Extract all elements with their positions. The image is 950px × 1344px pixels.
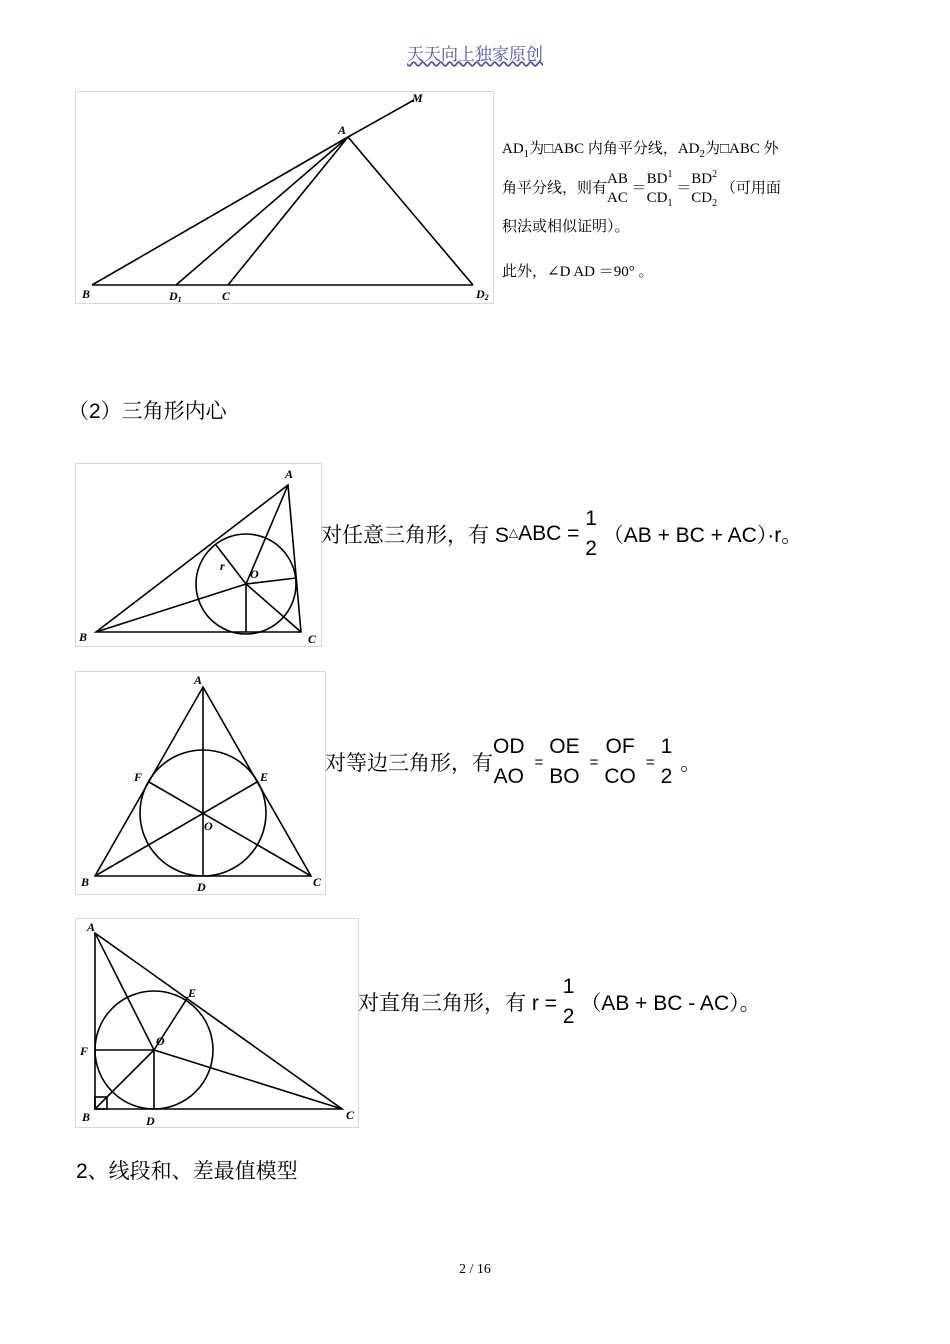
label-d1: D1 [169,289,182,303]
label-c: C [222,289,231,303]
right-triangle-diagram [76,919,358,1127]
label-e: E [260,770,269,784]
label-b: B [81,875,90,889]
page-header [0,40,950,65]
header-title: 天天向上独家原创 [407,45,543,64]
equilateral-diagram [76,672,325,894]
label-c: C [313,875,322,889]
section-heading-incenter: （2）三角形内心 [68,400,227,423]
ratio-ab-ac: AB AC [607,171,628,206]
incircle-area-formula: 对任意三角形，有 S△ABC = 1 2 （AB + BC + AC）·r。 [321,504,802,564]
label-o: O [250,567,259,581]
label-c: C [346,1108,355,1122]
label-d: D [146,1114,155,1127]
label-m: M [412,92,423,105]
label-f: F [134,770,143,784]
label-o: O [156,1034,165,1048]
label-d: D [197,880,206,894]
label-a: A [285,467,294,481]
ratio-one-half: 1 2 [660,735,673,788]
equilateral-ratio-formula: 对等边三角形，有 OD AO = OE BO = OF CO = 1 2 。 [325,732,701,792]
label-b: B [79,630,88,644]
bisector-text-line4: 此外，∠D AD ＝90° 。 [502,264,654,280]
incircle-general-diagram [76,464,321,646]
right-triangle-inradius-formula: 对直角三角形，有 r = 1 2 （AB + BC - AC）。 [358,972,761,1032]
page-number: 2 / 16 [459,1262,491,1277]
figure-right-triangle [75,918,359,1128]
label-c: C [308,632,317,646]
bisector-text-line2: 角平分线，则有 AB AC ＝ $BD^1$ $CD_1$ ＝ $BD^2$ $CD_2$ （可用面 [502,165,781,213]
label-e: E [188,986,197,1000]
angle-bisector-diagram [76,92,493,303]
label-a: A [87,920,96,934]
ratio-oe-bo: OE BO [549,735,580,788]
label-o: O [204,819,213,833]
ratio-od-ao: OD AO [493,735,525,788]
label-r: r [220,559,225,573]
fraction-one-half: 1 2 [562,975,575,1028]
figure-angle-bisector [75,91,494,304]
label-b: B [82,1110,91,1124]
bisector-text-line1: $AD_1$为□ABC 内角平分线，$AD_2$为□ABC 外 [502,141,779,160]
ratio-bd2-cd2: $BD^2$ $CD_2$ [691,169,718,209]
section-heading-minmax: 2、线段和、差最值模型 [76,1160,298,1183]
label-d2: D2 [476,287,489,302]
ratio-of-co: OF CO [604,735,636,788]
label-a: A [338,123,347,137]
figure-incircle-general [75,463,322,647]
bisector-text-line3: 积法或相似证明）。 [502,219,630,235]
ratio-bd1-cd1: $BD^1$ $CD_1$ [646,169,673,209]
fraction-one-half: 1 2 [585,507,597,560]
label-b: B [82,287,91,301]
label-a: A [194,673,203,687]
figure-equilateral [75,671,326,895]
label-f: F [80,1044,89,1058]
